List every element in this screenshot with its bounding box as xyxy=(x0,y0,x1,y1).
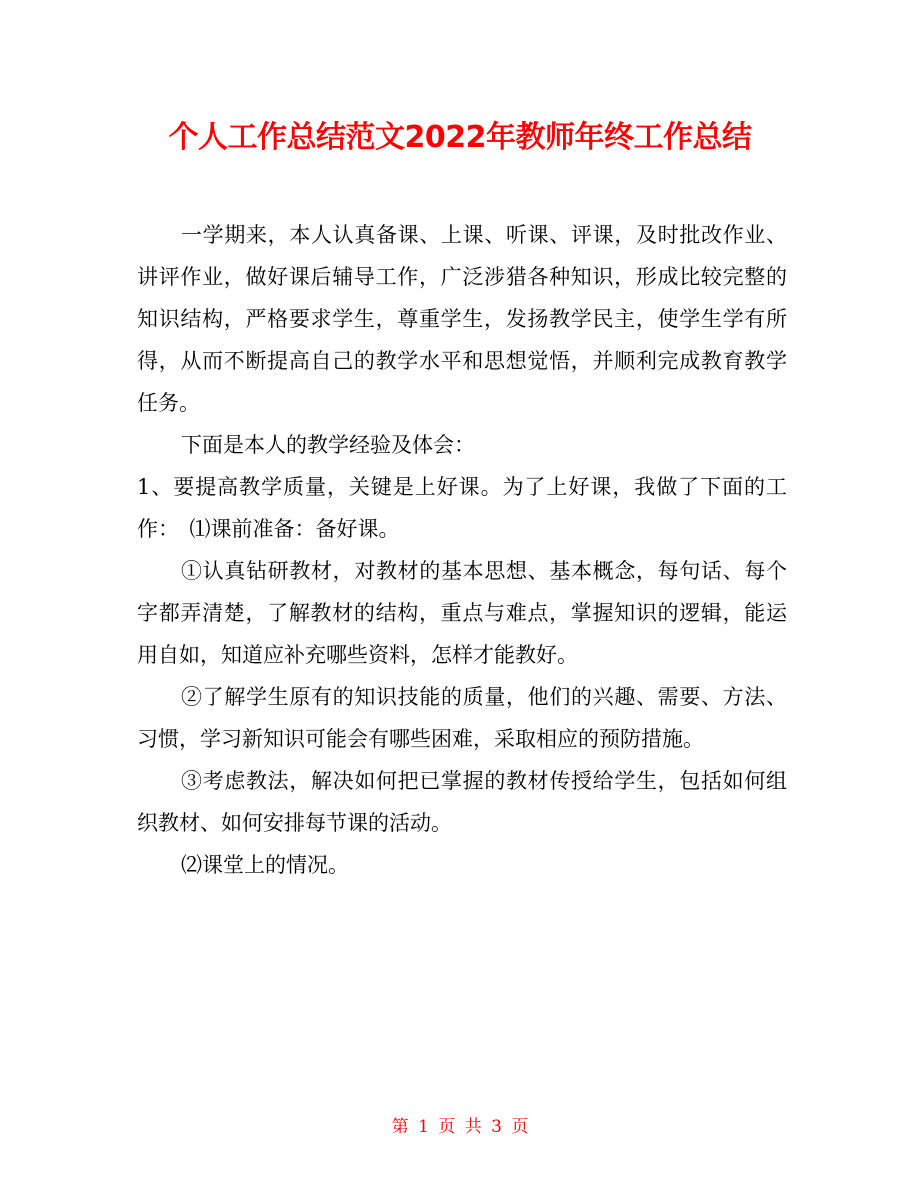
paragraph-subitem-1: ①认真钻研教材，对教材的基本思想、基本概念，每句话、每个字都弄清楚，了解教材的结构，重点与难点，掌握知识的逻辑，能运用自如，知道应补充哪些资料，怎样才能教好。 xyxy=(137,559,787,667)
paragraph-classroom: ⑵课堂上的情况。 xyxy=(181,853,349,877)
paragraph-item-1: 1、要提高教学质量，关键是上好课。为了上好课，我做了下面的工作： ⑴课前准备：备好课。 xyxy=(137,475,787,541)
paragraph-experience-heading: 下面是本人的教学经验及体会： xyxy=(181,433,475,457)
page-footer: 第 1 页 共 3 页 xyxy=(391,1117,529,1137)
paragraph-subitem-3: ③考虑教法，解决如何把已掌握的教材传授给学生，包括如何组织教材、如何安排每节课的活动。 xyxy=(137,769,787,835)
document-title: 个人工作总结范文2022年教师年终工作总结 xyxy=(168,120,752,155)
paragraph-subitem-2: ②了解学生原有的知识技能的质量，他们的兴趣、需要、方法、习惯，学习新知识可能会有哪些困难，采取相应的预防措施。 xyxy=(137,685,787,751)
paragraph-intro: 一学期来，本人认真备课、上课、听课、评课，及时批改作业、讲评作业，做好课后辅导工作，广泛涉猎各种知识，形成比较完整的知识结构，严格要求学生，尊重学生，发扬教学民主，使学生学有所得，从而不断提高自己的教学水平和思想觉悟，并顺利完成教育教学任务。 xyxy=(137,223,787,415)
document-body xyxy=(137,214,787,886)
